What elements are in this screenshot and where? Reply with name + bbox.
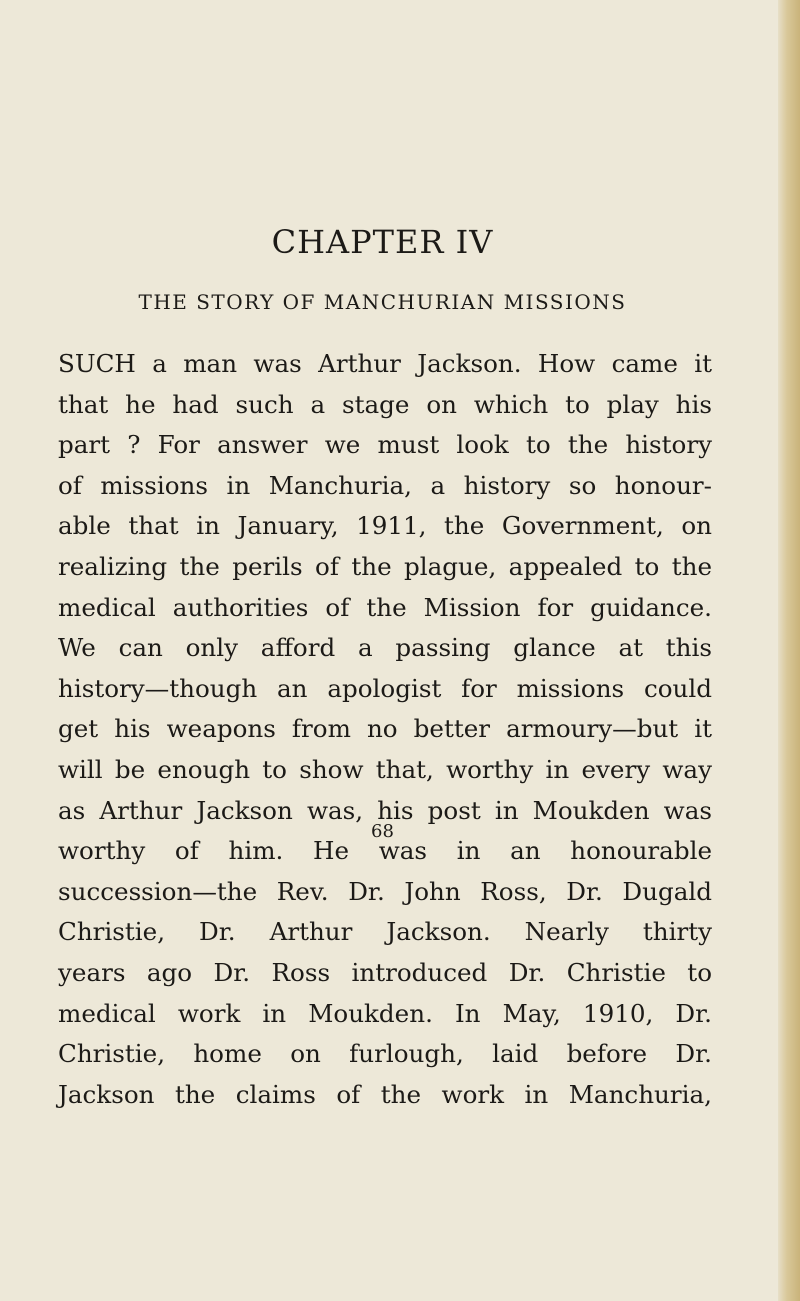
page-number: 68 bbox=[371, 821, 394, 842]
text-line: succession—the Rev. Dr. John Ross, Dr. Dugald bbox=[58, 876, 712, 906]
text-line: part ? For answer we must look to the history bbox=[58, 430, 712, 460]
text-line: that he had such a stage on which to play his bbox=[58, 389, 712, 419]
text-line: Jackson the claims of the work in Manchuria, bbox=[58, 1079, 712, 1109]
body-text bbox=[58, 344, 712, 1115]
text-line: medical authorities of the Mission for guidance. bbox=[58, 592, 712, 622]
text-line: get his weapons from no better armoury—but it bbox=[58, 714, 712, 744]
text-line: We can only afford a passing glance at this bbox=[58, 633, 712, 663]
text-line: worthy of him. He was in an honourable bbox=[58, 836, 712, 866]
text-line: SUCH a man was Arthur Jackson. How came it bbox=[58, 349, 712, 378]
text-line: will be enough to show that, worthy in every way bbox=[58, 754, 712, 784]
text-line: history—though an apologist for missions could bbox=[58, 673, 712, 703]
chapter-subtitle: THE STORY OF MANCHURIAN MISSIONS bbox=[138, 290, 627, 314]
page-edge-shadow bbox=[778, 0, 800, 1301]
text-line: able that in January, 1911, the Government, on bbox=[58, 511, 712, 541]
text-line: realizing the perils of the plague, appealed to the bbox=[58, 551, 712, 581]
text-line: Christie, home on furlough, laid before Dr. bbox=[58, 1039, 712, 1069]
text-line: medical work in Moukden. In May, 1910, Dr. bbox=[58, 998, 712, 1028]
text-line: as Arthur Jackson was, his post in Moukden was bbox=[58, 795, 712, 825]
chapter-heading: CHAPTER IV bbox=[271, 223, 494, 261]
text-line: of missions in Manchuria, a history so honour- bbox=[58, 470, 712, 500]
text-line: Christie, Dr. Arthur Jackson. Nearly thirty bbox=[58, 917, 712, 947]
text-line: years ago Dr. Ross introduced Dr. Christie to bbox=[58, 957, 712, 987]
